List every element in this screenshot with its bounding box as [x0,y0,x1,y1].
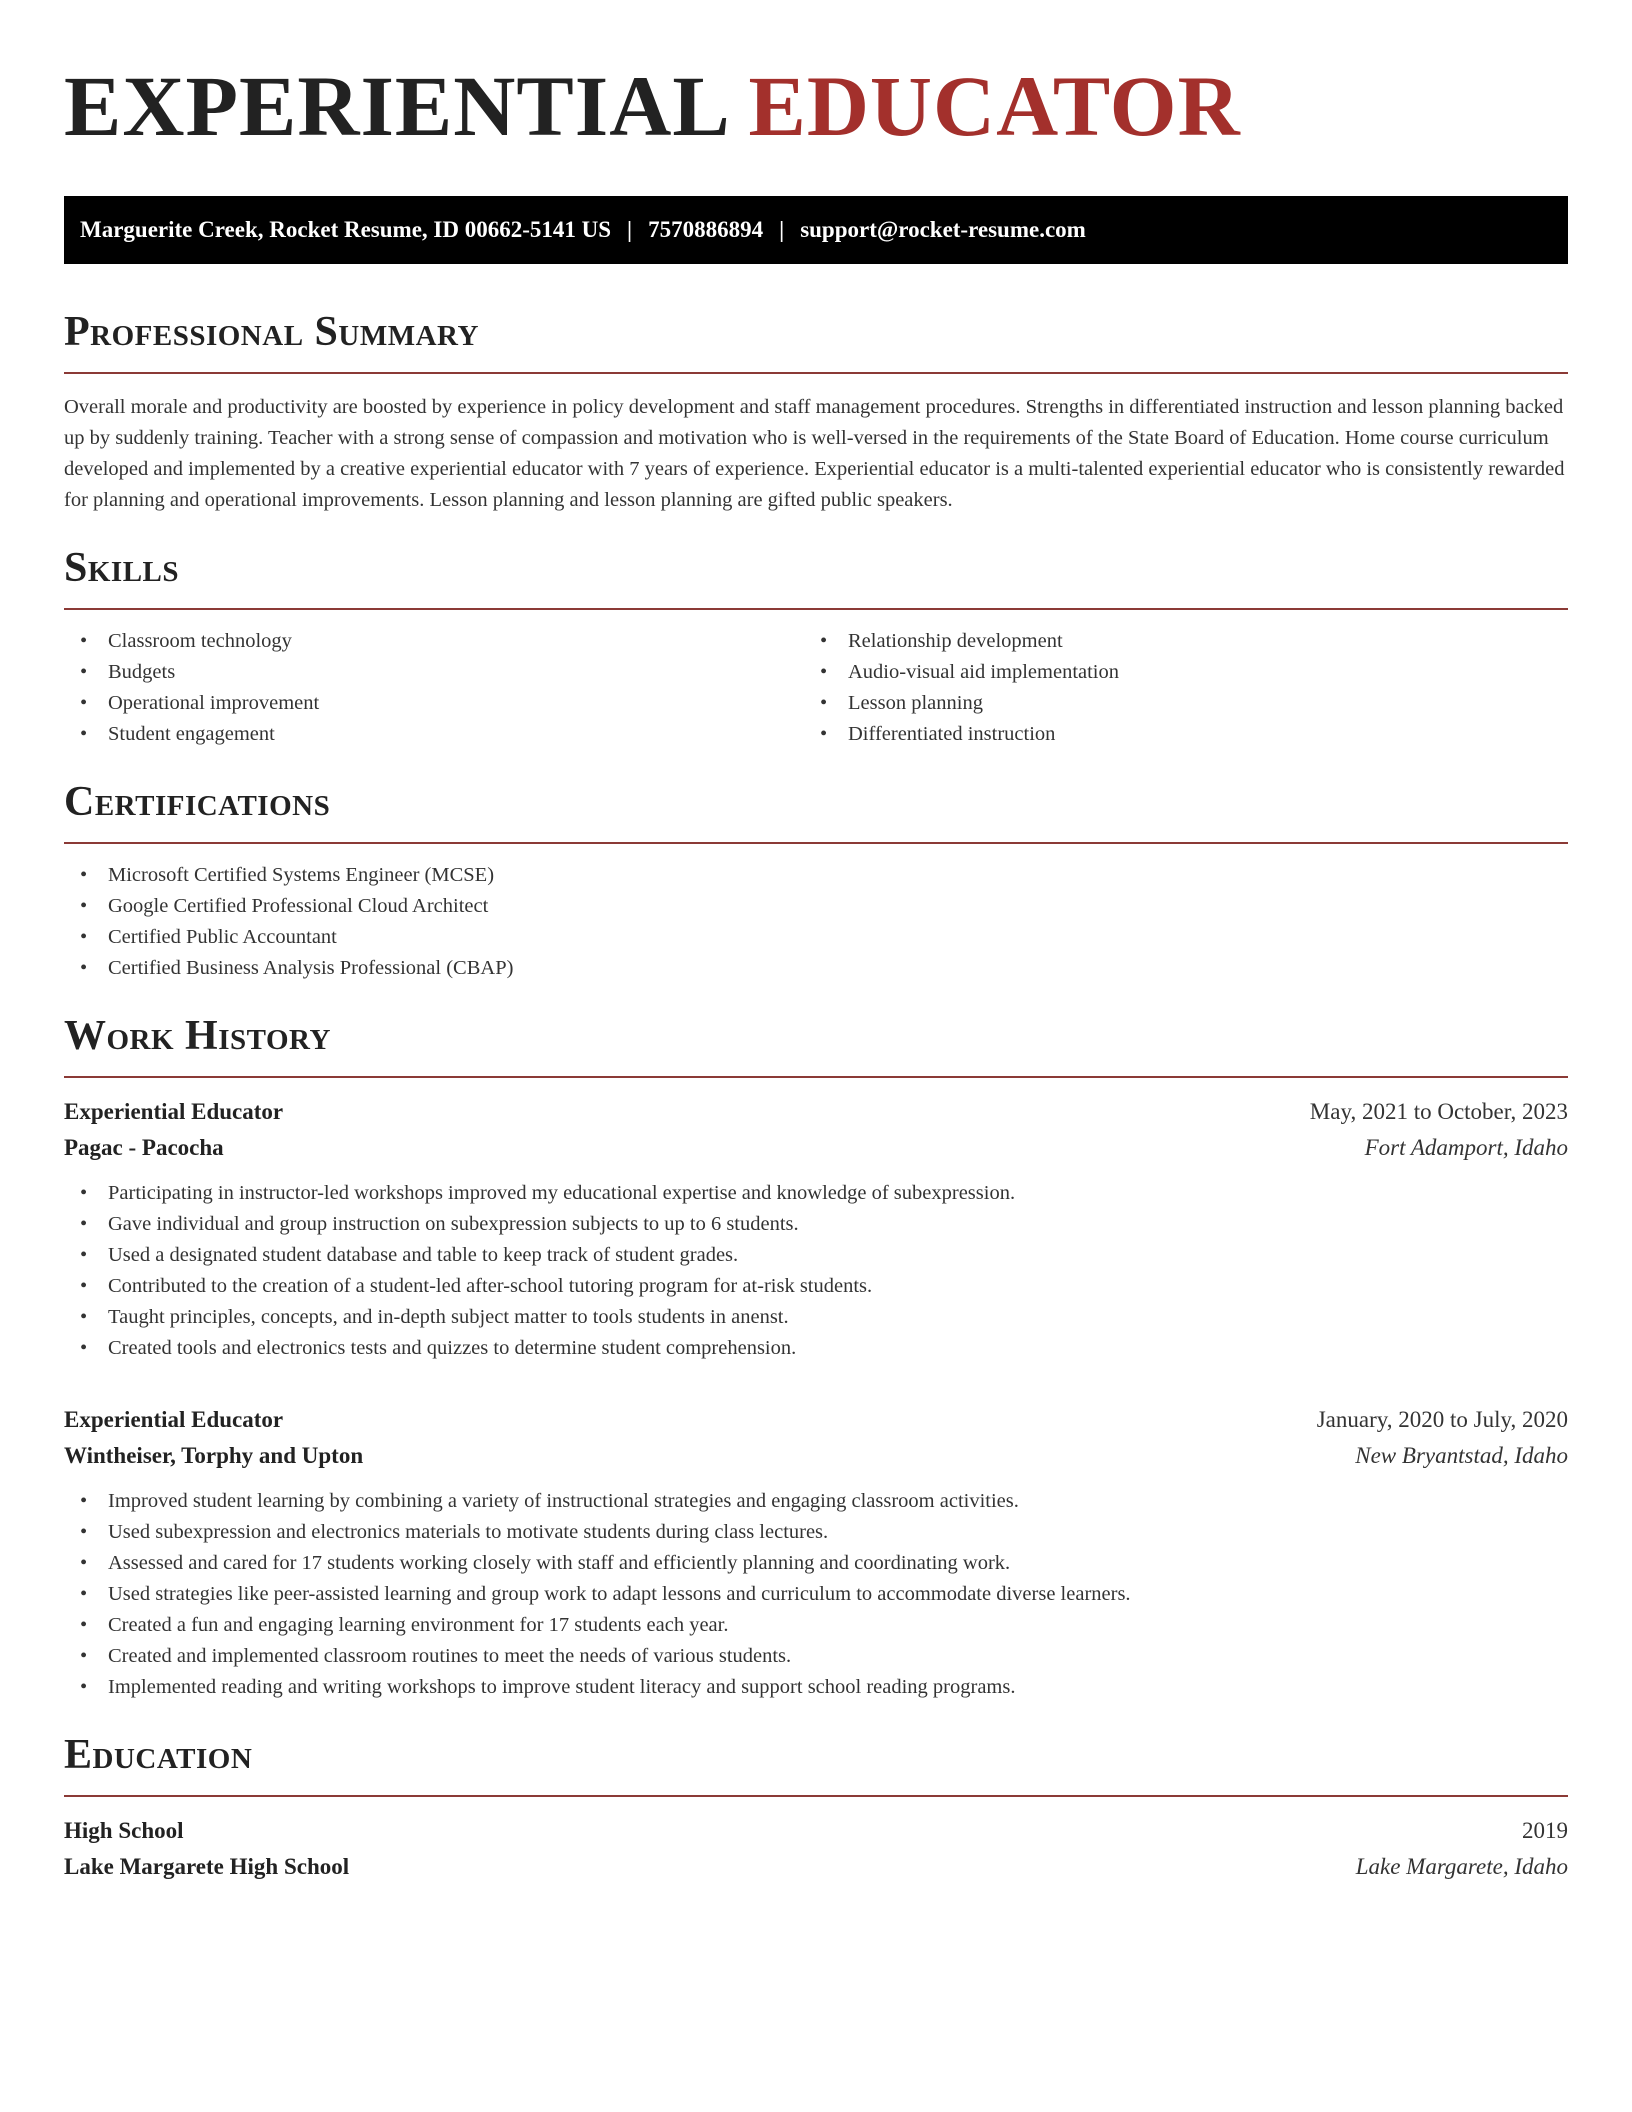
job-company: Pagac - Pacocha [64,1135,224,1160]
skills-heading: Skills [64,545,180,591]
certification-item: • Microsoft Certified Systems Engineer (MCSE) [64,860,1568,891]
job-location: New Bryantstad, Idaho [1355,1443,1568,1468]
job-bullet: • Created and implemented classroom routines to meet the needs of various students. [64,1641,1568,1672]
skill-item: • Operational improvement [64,688,804,719]
education-degree: High School [64,1818,184,1843]
work-history-heading: Work History [64,1013,331,1059]
education-header-row [64,1813,1568,1849]
education-section [64,1729,1568,1885]
title-first-word: EXPERIENTIAL [64,58,726,154]
summary-heading: Professional Summary [64,309,479,355]
job-bullet: • Taught principles, concepts, and in-depth subject matter to tools students in anenst. [64,1302,1568,1333]
title-second-word: EDUCATOR [748,58,1241,154]
skill-item: • Budgets [64,657,804,688]
education-year: 2019 [1522,1818,1568,1843]
section-divider [64,1076,1568,1078]
education-school-row [64,1849,1568,1885]
certification-item: • Google Certified Professional Cloud Architect [64,891,1568,922]
certifications-section [64,776,1568,984]
skills-column-right [804,626,1544,750]
skills-list-left [64,626,804,750]
contact-address: Marguerite Creek, Rocket Resume, ID 00662-5141 US [80,217,612,242]
summary-text: Overall morale and productivity are boosted by experience in policy development and staff management procedures. Strengths in differentiated instruction and lesson planning backed up by suddenly training. Teacher with a strong sense of compassion and motivation who is well-versed in the requirements of the State Board of Education. Home course curriculum developed and implemented by a creative experiential educator with 7 years of experience. Experiential educator is a multi-talented experiential educator who is consistently rewarded for planning and operational improvements. Lesson planning and lesson planning are gifted public speakers. [64,396,1565,511]
section-divider [64,842,1568,844]
skills-list-right [804,626,1544,750]
job-bullet: • Used subexpression and electronics materials to motivate students during class lectures. [64,1517,1568,1548]
job-company-row [64,1438,1568,1474]
skill-item: • Audio-visual aid implementation [804,657,1544,688]
skill-item: • Classroom technology [64,626,804,657]
skill-item: • Lesson planning [804,688,1544,719]
job-bullet: • Assessed and cared for 17 students working closely with staff and efficiently planning and coordinating work. [64,1548,1568,1579]
job-bullet: • Used strategies like peer-assisted learning and group work to adapt lessons and curriculum to accommodate diverse learners. [64,1579,1568,1610]
job-bullet: • Implemented reading and writing workshops to improve student literacy and support school reading programs. [64,1672,1568,1703]
contact-separator: | [627,217,633,242]
job-bullet: • Used a designated student database and table to keep track of student grades. [64,1240,1568,1271]
job-bullet: • Created a fun and engaging learning environment for 17 students each year. [64,1610,1568,1641]
skills-column-left [64,626,804,750]
skills-grid [64,626,1568,750]
job-bullets [64,1178,1568,1364]
summary-section [64,306,1568,516]
job-company-row [64,1130,1568,1166]
contact-phone: 7570886894 [648,217,764,242]
job-bullet: • Gave individual and group instruction on subexpression subjects to up to 6 students. [64,1209,1568,1240]
job-dates: January, 2020 to July, 2020 [1316,1407,1568,1432]
education-school: Lake Margarete High School [64,1854,350,1879]
education-entry [64,1813,1568,1885]
job-header-row [64,1402,1568,1438]
job-header-row [64,1094,1568,1130]
certifications-list [64,860,1568,984]
job-title: Experiential Educator [64,1099,284,1124]
certification-item: • Certified Business Analysis Professional (CBAP) [64,953,1568,984]
job-dates: May, 2021 to October, 2023 [1309,1099,1568,1124]
skill-item: • Student engagement [64,719,804,750]
job-bullet: • Improved student learning by combining a variety of instructional strategies and engaging classroom activities. [64,1486,1568,1517]
section-divider [64,372,1568,374]
education-heading: Education [64,1732,253,1778]
job-title: Experiential Educator [64,1407,284,1432]
contact-bar [64,196,1568,264]
section-divider [64,608,1568,610]
section-divider [64,1795,1568,1797]
certification-item: • Certified Public Accountant [64,922,1568,953]
skill-item: • Relationship development [804,626,1544,657]
skills-section [64,542,1568,750]
job-entry [64,1094,1568,1364]
job-bullets [64,1486,1568,1703]
job-bullet: • Participating in instructor-led workshops improved my educational expertise and knowledge of subexpression. [64,1178,1568,1209]
work-history-section [64,1010,1568,1703]
job-bullet: • Created tools and electronics tests and quizzes to determine student comprehension. [64,1333,1568,1364]
job-location: Fort Adamport, Idaho [1364,1135,1568,1160]
contact-email: support@rocket-resume.com [800,217,1086,242]
job-company: Wintheiser, Torphy and Upton [64,1443,364,1468]
certifications-heading: Certifications [64,779,331,825]
resume-title [64,56,1568,156]
education-location: Lake Margarete, Idaho [1355,1854,1568,1879]
job-bullet: • Contributed to the creation of a student-led after-school tutoring program for at-risk students. [64,1271,1568,1302]
job-entry [64,1402,1568,1703]
contact-separator: | [779,217,785,242]
skill-item: • Differentiated instruction [804,719,1544,750]
